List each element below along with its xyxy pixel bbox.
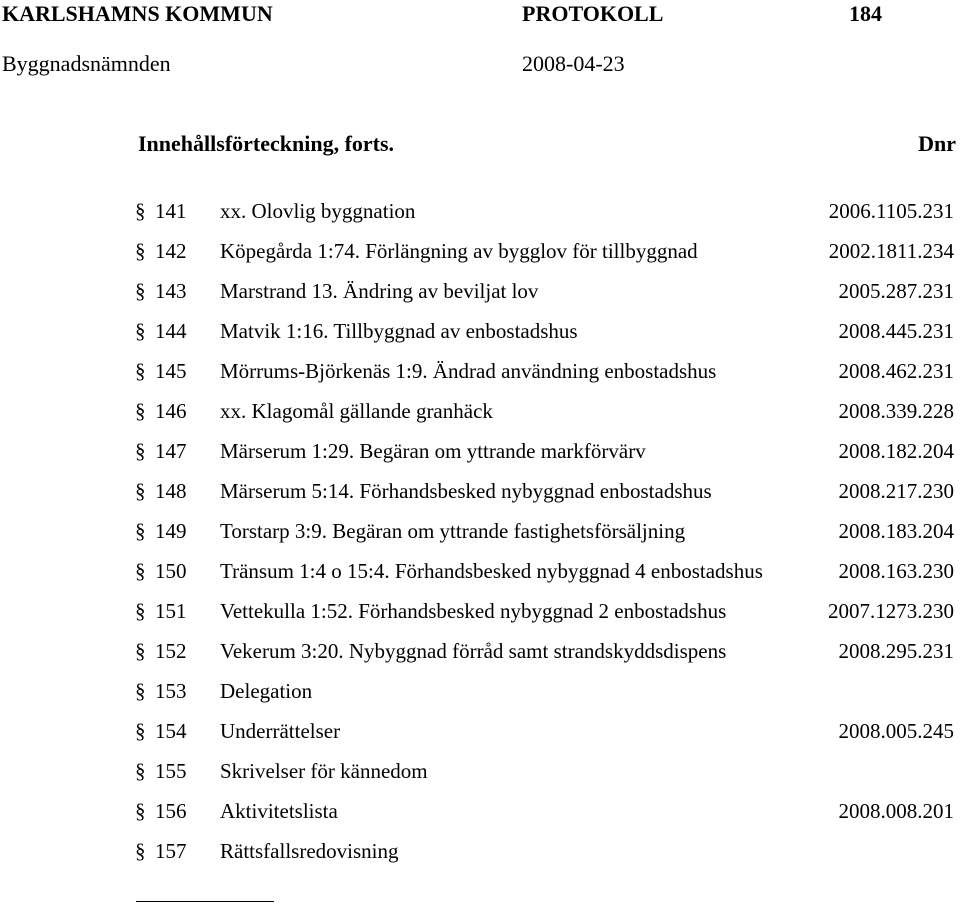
entry-dnr: 2006.1105.231: [828, 199, 954, 223]
toc-entry: [0, 357, 960, 397]
entry-dnr: 2008.445.231: [838, 319, 954, 343]
committee-name: Byggnadsnämnden: [2, 51, 171, 76]
toc-entry: [0, 797, 960, 837]
entry-dnr: 2008.005.245: [838, 719, 954, 743]
entry-dnr: 2008.462.231: [838, 359, 954, 383]
entry-title: Torstarp 3:9. Begäran om yttrande fastighetsförsäljning: [220, 519, 686, 543]
municipality-name: KARLSHAMNS KOMMUN: [2, 1, 273, 26]
toc-entry-list: [0, 197, 960, 877]
toc-entry: [0, 717, 960, 757]
toc-entry: [0, 517, 960, 557]
document-type: PROTOKOLL: [522, 1, 664, 26]
section-symbol: §: [135, 799, 146, 823]
toc-entry: [0, 317, 960, 357]
entry-number: 156: [155, 799, 187, 823]
toc-entry: [0, 837, 960, 877]
section-symbol: §: [135, 479, 146, 503]
entry-number: 144: [155, 319, 187, 343]
section-symbol: §: [135, 279, 146, 303]
entry-dnr: 2008.008.201: [838, 799, 954, 823]
toc-entry: [0, 477, 960, 517]
toc-entry: [0, 597, 960, 637]
toc-entry: [0, 557, 960, 597]
entry-title: Underrättelser: [220, 719, 341, 743]
entry-title: Tränsum 1:4 o 15:4. Förhandsbesked nybyggnad 4 enbostadshus: [220, 559, 763, 583]
section-symbol: §: [135, 679, 146, 703]
entry-number: 152: [155, 639, 187, 663]
section-symbol: §: [135, 199, 146, 223]
toc-entry: [0, 757, 960, 797]
entry-title: Rättsfallsredovisning: [220, 839, 399, 863]
entry-dnr: 2007.1273.230: [828, 599, 954, 623]
section-symbol: §: [135, 559, 146, 583]
entry-number: 141: [155, 199, 187, 223]
entry-dnr: 2002.1811.234: [828, 239, 954, 263]
entry-dnr: 2008.339.228: [838, 399, 954, 423]
toc-entry: [0, 197, 960, 237]
entry-title: xx. Klagomål gällande granhäck: [220, 399, 493, 423]
entry-number: 148: [155, 479, 187, 503]
entry-number: 146: [155, 399, 187, 423]
entry-title: Matvik 1:16. Tillbyggnad av enbostadshus: [220, 319, 578, 343]
entry-number: 150: [155, 559, 187, 583]
entry-dnr: 2008.217.230: [838, 479, 954, 503]
entry-number: 149: [155, 519, 187, 543]
entry-number: 153: [155, 679, 187, 703]
section-symbol: §: [135, 399, 146, 423]
entry-title: Skrivelser för kännedom: [220, 759, 428, 783]
entry-dnr: 2008.182.204: [838, 439, 954, 463]
page-number: 184: [849, 1, 882, 26]
entry-number: 145: [155, 359, 187, 383]
entry-title: Mörrums-Björkenäs 1:9. Ändrad användning enbostadshus: [220, 359, 717, 383]
section-symbol: §: [135, 839, 146, 863]
entry-title: Delegation: [220, 679, 313, 703]
toc-entry: [0, 237, 960, 277]
entry-dnr: 2005.287.231: [838, 279, 954, 303]
entry-title: Märserum 5:14. Förhandsbesked nybyggnad enbostadshus: [220, 479, 712, 503]
entry-title: xx. Olovlig byggnation: [220, 199, 416, 223]
entry-number: 147: [155, 439, 187, 463]
section-symbol: §: [135, 239, 146, 263]
meeting-date: 2008-04-23: [522, 51, 625, 76]
entry-title: Märserum 1:29. Begäran om yttrande markförvärv: [220, 439, 646, 463]
section-symbol: §: [135, 359, 146, 383]
section-symbol: §: [135, 639, 146, 663]
entry-number: 143: [155, 279, 187, 303]
entry-title: Köpegårda 1:74. Förlängning av bygglov för tillbyggnad: [220, 239, 698, 263]
entry-dnr: 2008.295.231: [838, 639, 954, 663]
entry-number: 157: [155, 839, 187, 863]
section-symbol: §: [135, 439, 146, 463]
entry-number: 155: [155, 759, 187, 783]
toc-entry: [0, 397, 960, 437]
entry-number: 151: [155, 599, 187, 623]
section-symbol: §: [135, 319, 146, 343]
toc-entry: [0, 277, 960, 317]
section-symbol: §: [135, 759, 146, 783]
section-symbol: §: [135, 519, 146, 543]
entry-dnr: 2008.183.204: [838, 519, 954, 543]
entry-dnr: 2008.163.230: [838, 559, 954, 583]
entry-title: Aktivitetslista: [220, 799, 338, 823]
footer-divider: [136, 901, 274, 902]
entry-title: Vettekulla 1:52. Förhandsbesked nybyggnad 2 enbostadshus: [220, 599, 727, 623]
toc-entry: [0, 677, 960, 717]
entry-number: 142: [155, 239, 187, 263]
toc-entry: [0, 637, 960, 677]
entry-title: Vekerum 3:20. Nybyggnad förråd samt strandskyddsdispens: [220, 639, 727, 663]
entry-number: 154: [155, 719, 187, 743]
toc-entry: [0, 437, 960, 477]
toc-heading: Innehållsförteckning, forts.: [138, 131, 395, 156]
section-symbol: §: [135, 719, 146, 743]
section-symbol: §: [135, 599, 146, 623]
entry-title: Marstrand 13. Ändring av beviljat lov: [220, 279, 539, 303]
dnr-column-heading: Dnr: [918, 131, 956, 156]
